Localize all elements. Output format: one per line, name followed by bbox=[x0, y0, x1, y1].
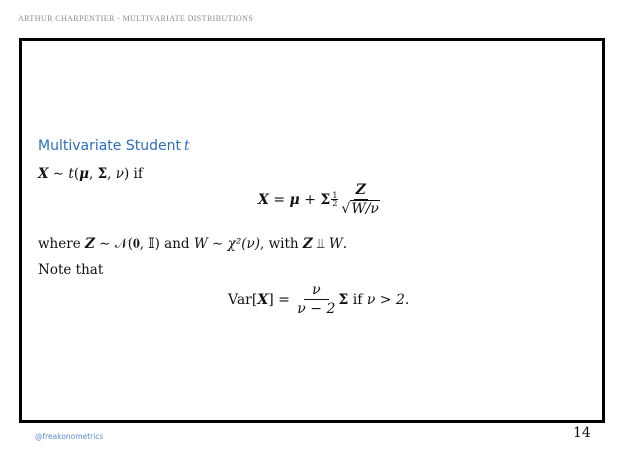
math-var: Var[ bbox=[228, 291, 258, 308]
math-equals: = bbox=[268, 191, 290, 208]
definition-line bbox=[38, 166, 143, 182]
math-sim: ∼ bbox=[48, 166, 69, 182]
word-where: where bbox=[38, 236, 85, 252]
word-if: if bbox=[348, 291, 367, 308]
math-plus: + bbox=[299, 191, 321, 208]
word-and: and bbox=[159, 236, 194, 252]
math-Sigma: Σ bbox=[320, 191, 331, 208]
slide-frame bbox=[19, 38, 605, 423]
math-X: X bbox=[257, 291, 269, 308]
math-mu: μ bbox=[289, 191, 300, 208]
fraction-denominator bbox=[341, 200, 380, 217]
math-chi-squared: χ²(ν) bbox=[227, 236, 260, 252]
sqrt-radicand bbox=[350, 201, 380, 217]
page-number: 14 bbox=[573, 425, 591, 441]
math-condition: ν > 2. bbox=[366, 291, 410, 308]
paren-close: ) bbox=[123, 166, 130, 182]
math-Z: Z bbox=[84, 236, 95, 252]
slide-header: ARTHUR CHARPENTIER - MULTIVARIATE DISTRIBUTIONS bbox=[18, 14, 254, 23]
math-independent: ⫫ bbox=[312, 236, 329, 252]
comma: , bbox=[89, 166, 98, 182]
fraction-Z-over-sqrt bbox=[341, 182, 380, 217]
math-t: t bbox=[68, 166, 74, 182]
equation-variance bbox=[228, 282, 409, 317]
math-Sigma: Σ bbox=[338, 291, 349, 308]
section-title-text: Multivariate Student bbox=[38, 138, 181, 154]
math-normal: 𝒩 bbox=[114, 236, 128, 252]
comma: , bbox=[107, 166, 116, 182]
paren-open: ( bbox=[73, 166, 80, 182]
math-X: X bbox=[258, 191, 269, 208]
math-sim: ∼ bbox=[94, 236, 115, 252]
math-normal-args: (𝟎, 𝕀) bbox=[127, 236, 160, 252]
word-if: if bbox=[129, 166, 143, 182]
where-line bbox=[38, 236, 347, 252]
fraction-numerator: ν bbox=[304, 282, 329, 300]
fraction-nu-over-nu-minus-2 bbox=[297, 282, 335, 317]
note-line: Note that bbox=[38, 262, 104, 278]
equation-definition bbox=[258, 182, 383, 217]
exponent-half bbox=[331, 192, 338, 207]
word-with: , with bbox=[259, 236, 303, 252]
footer-handle: @freakonometrics bbox=[35, 432, 104, 441]
math-W: W bbox=[193, 236, 208, 252]
math-W: W bbox=[328, 236, 343, 252]
math-X: X bbox=[38, 166, 49, 182]
exponent-denominator: 2 bbox=[332, 199, 338, 208]
math-W: W bbox=[351, 201, 366, 217]
math-over-nu: /ν bbox=[365, 201, 379, 217]
sqrt-icon: √ bbox=[341, 201, 351, 217]
section-title bbox=[38, 138, 190, 154]
fraction-numerator: Z bbox=[355, 182, 366, 198]
math-sim: ∼ bbox=[207, 236, 228, 252]
math-Z: Z bbox=[302, 236, 313, 252]
exponent-numerator: 1 bbox=[332, 191, 338, 200]
section-title-var: t bbox=[183, 138, 190, 154]
math-Sigma: Σ bbox=[97, 166, 108, 182]
math-mu: μ bbox=[79, 166, 89, 182]
math-close-equals: ] = bbox=[268, 291, 295, 308]
fraction-denominator: ν − 2 bbox=[297, 301, 336, 317]
math-nu: ν bbox=[115, 166, 124, 182]
period: . bbox=[342, 236, 348, 252]
